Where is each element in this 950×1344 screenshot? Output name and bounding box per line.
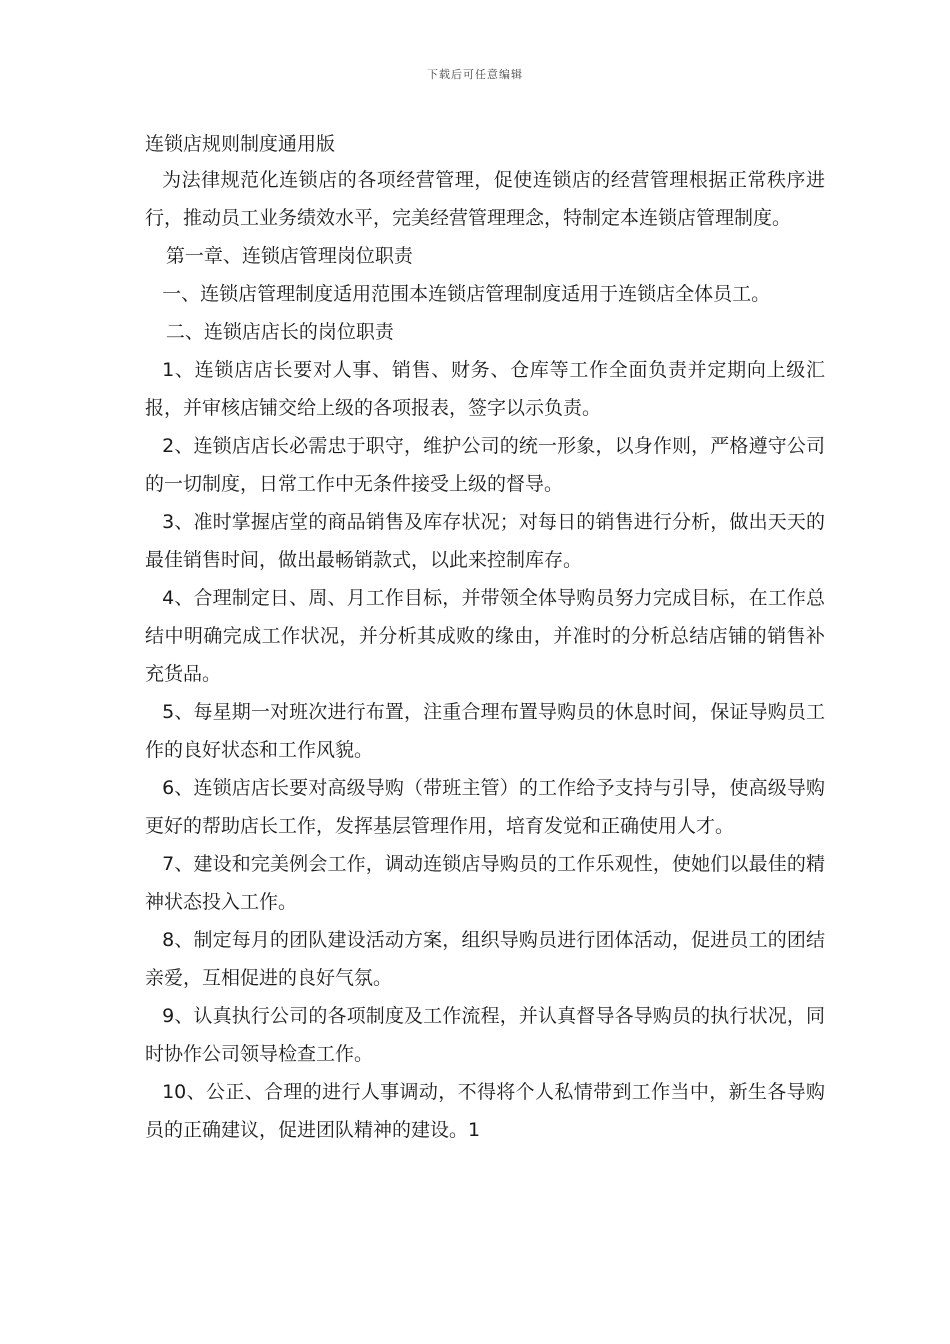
duty-item-1: 1、连锁店店长要对人事、销售、财务、仓库等工作全面负责并定期向上级汇报，并审核店铺交给上级的各项报表，签字以示负责。 [145, 359, 825, 419]
header-note: 下载后可任意编辑 [427, 68, 523, 81]
intro-paragraph: 为法律规范化连锁店的各项经营管理，促使连锁店的经营管理根据正常秩序进行，推动员工业务绩效水平，完美经营管理理念，特制定本连锁店管理制度。 [145, 169, 825, 229]
section-one-paragraph: 一、连锁店管理制度适用范围本连锁店管理制度适用于连锁店全体员工。 [162, 283, 771, 305]
duty-item-8: 8、制定每月的团队建设活动方案，组织导购员进行团体活动，促进员工的团结亲爱，互相促进的良好气氛。 [145, 929, 825, 989]
chapter-heading: 第一章、连锁店管理岗位职责 [165, 245, 413, 267]
document-body [145, 127, 825, 1149]
duty-item-10: 10、公正、合理的进行人事调动，不得将个人私情带到工作当中，新生各导购员的正确建议，促进团队精神的建设。1 [145, 1081, 825, 1141]
duty-item-2: 2、连锁店店长必需忠于职守，维护公司的统一形象，以身作则，严格遵守公司的一切制度，日常工作中无条件接受上级的督导。 [145, 435, 825, 495]
document-title: 连锁店规则制度通用版 [145, 133, 336, 155]
duty-item-5: 5、每星期一对班次进行布置，注重合理布置导购员的休息时间，保证导购员工作的良好状态和工作风貌。 [145, 701, 825, 761]
duty-item-3: 3、准时掌握店堂的商品销售及库存状况；对每日的销售进行分析，做出天天的最佳销售时间，做出最畅销款式，以此来控制库存。 [145, 511, 825, 571]
duty-item-4: 4、合理制定日、周、月工作目标，并带领全体导购员努力完成目标，在工作总结中明确完成工作状况，并分析其成败的缘由，并准时的分析总结店铺的销售补充货品。 [145, 587, 825, 685]
duty-item-7: 7、建设和完美例会工作，调动连锁店导购员的工作乐观性，使她们以最佳的精神状态投入工作。 [145, 853, 825, 913]
duty-item-9: 9、认真执行公司的各项制度及工作流程，并认真督导各导购员的执行状况，同时协作公司领导检查工作。 [145, 1005, 825, 1065]
duty-item-6: 6、连锁店店长要对高级导购（带班主管）的工作给予支持与引导，使高级导购更好的帮助店长工作，发挥基层管理作用，培育发觉和正确使用人才。 [145, 777, 825, 837]
section-two-heading: 二、连锁店店长的岗位职责 [165, 321, 394, 343]
